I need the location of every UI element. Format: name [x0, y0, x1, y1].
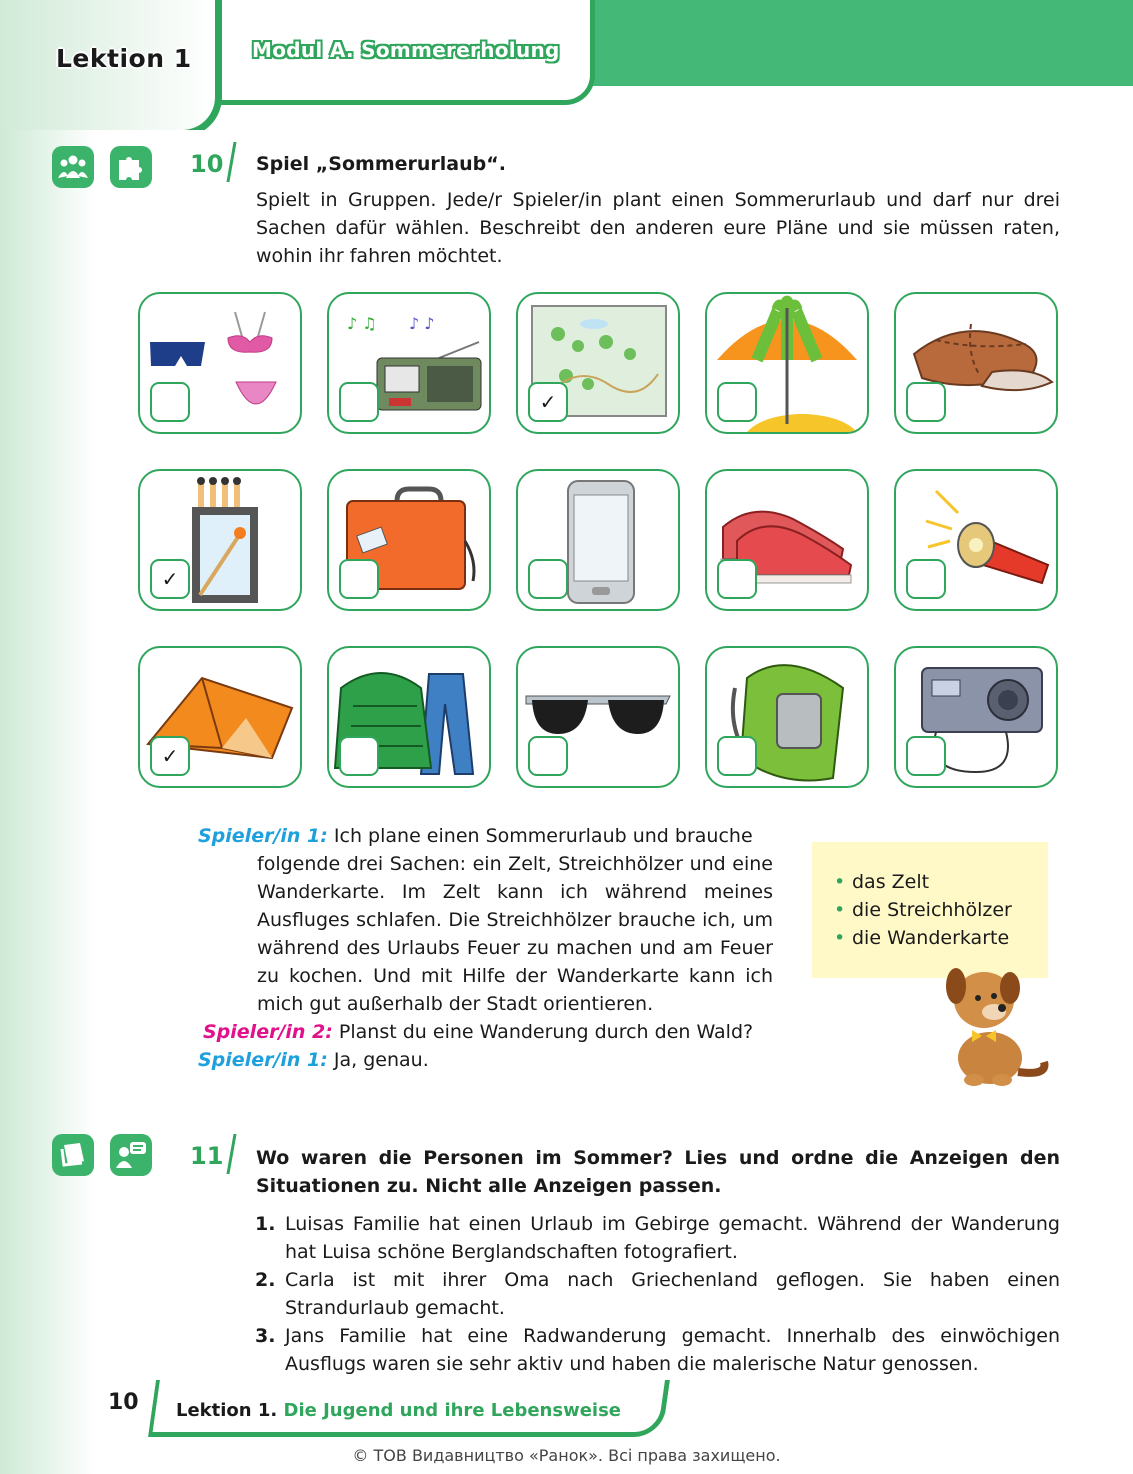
lektion-title: Lektion 1 [56, 44, 192, 73]
card-flashlight[interactable] [894, 469, 1058, 611]
card-checkbox[interactable]: ✓ [150, 559, 190, 599]
card-cap[interactable] [894, 292, 1058, 434]
note-item: • das Zelt [852, 868, 1048, 896]
group-icon [52, 146, 94, 188]
left-gradient-strip [0, 0, 95, 1474]
list-item [255, 1266, 1060, 1322]
dialog-example [198, 822, 773, 1074]
card-checkbox[interactable] [717, 559, 757, 599]
dialog-line-1 [198, 822, 773, 850]
card-matches[interactable] [138, 469, 302, 611]
dialog-line-2-text: Planst du eine Wanderung durch den Wald? [338, 1021, 754, 1043]
footer-title [176, 1400, 621, 1421]
list-item-number: 2. [255, 1269, 276, 1291]
task-11-title: Wo waren die Personen im Sommer? Lies und ordne die Anzeigen den Situationen zu. Nicht alle Anzeigen passen. [256, 1147, 1060, 1197]
speaker-1-label: Spieler/in 1: [198, 825, 328, 847]
card-checkbox[interactable] [906, 736, 946, 776]
list-item-text: Carla ist mit ihrer Oma nach Griechenland geflogen. Sie haben einen Strandurlaub gemacht. [285, 1269, 1060, 1319]
card-backpack[interactable] [705, 646, 869, 788]
dialog-line-2 [198, 1018, 773, 1046]
dialog-line-3-text: Ja, genau. [333, 1049, 429, 1071]
header-green-band [560, 0, 1133, 86]
list-item-text: Jans Familie hat eine Radwanderung gemacht. Innerhalb des einwöchigen Ausflugs waren sie sehr aktiv und haben die malerische Natur genossen. [285, 1325, 1060, 1375]
vocabulary-note [812, 842, 1048, 978]
card-checkbox[interactable]: ✓ [150, 736, 190, 776]
card-checkbox[interactable] [906, 559, 946, 599]
task-10-divider [218, 142, 236, 182]
page-number: 10 [108, 1390, 139, 1415]
list-item-number: 1. [255, 1213, 276, 1235]
list-item-number: 3. [255, 1325, 276, 1347]
copyright-notice: © ТОВ Видавництво «Ранок». Всі права захищено. [352, 1446, 781, 1465]
svg-text:♪ ♫: ♪ ♫ [347, 314, 377, 333]
card-radio[interactable] [327, 292, 491, 434]
footer-chapter-title: Die Jugend und ihre Lebensweise [283, 1400, 622, 1421]
dialog-line-1-continued: folgende drei Sachen: ein Zelt, Streichhölzer und eine Wanderkarte. Im Zelt kann ich während meines Ausfluges schlafen. Die Streichhölzer brauche ich, um während des Urlaubs Feuer zu machen und am Feuer zu kochen. Und mit Hilfe der Wanderkarte kann ich mich gut außerhalb der Stadt orientieren. [257, 853, 773, 1015]
speaker-2-label: Spieler/in 2: [203, 1021, 333, 1043]
card-sunglasses[interactable] [516, 646, 680, 788]
task-11-list [255, 1210, 1060, 1378]
speaker-1-label: Spieler/in 1: [198, 1049, 328, 1071]
card-tent[interactable] [138, 646, 302, 788]
dialog-line-1-start: Ich plane einen Sommerurlaub und brauche [333, 825, 753, 847]
modul-title: Modul A. Sommererholung [252, 38, 560, 62]
note-item: • die Wanderkarte [852, 924, 1048, 952]
card-camera[interactable] [894, 646, 1058, 788]
task-10-title: Spiel „Sommerurlaub“. [256, 153, 506, 175]
task-10-number: 10 [190, 150, 224, 178]
list-item [255, 1210, 1060, 1266]
card-checkbox[interactable] [528, 736, 568, 776]
card-checkbox[interactable] [339, 382, 379, 422]
card-checkbox[interactable] [906, 382, 946, 422]
dialog-line-3 [198, 1046, 773, 1074]
svg-text:♪ ♪: ♪ ♪ [409, 314, 435, 333]
card-checkbox[interactable] [339, 736, 379, 776]
card-jacket-and-jeans[interactable] [327, 646, 491, 788]
card-sneakers[interactable] [705, 469, 869, 611]
page-header [0, 0, 1133, 130]
card-checkbox[interactable] [717, 382, 757, 422]
card-smartphone[interactable] [516, 469, 680, 611]
book-icon [52, 1134, 94, 1176]
list-item [255, 1322, 1060, 1378]
card-beach-umbrella[interactable] [705, 292, 869, 434]
footer-lektion: Lektion 1. [176, 1400, 278, 1421]
note-item: • die Streichhölzer [852, 896, 1048, 924]
card-suitcase[interactable] [327, 469, 491, 611]
puppy-illustration [928, 962, 1052, 1088]
list-item-text: Luisas Familie hat einen Urlaub im Gebirge gemacht. Während der Wanderung hat Luisa schöne Berglandschaften fotografiert. [285, 1213, 1060, 1263]
card-checkbox[interactable] [150, 382, 190, 422]
puzzle-icon [110, 146, 152, 188]
task-11-divider [218, 1134, 236, 1174]
person-speech-icon [110, 1134, 152, 1176]
card-checkbox[interactable] [717, 736, 757, 776]
card-checkbox[interactable] [528, 559, 568, 599]
card-checkbox[interactable]: ✓ [528, 382, 568, 422]
task-10-instructions: Spielt in Gruppen. Jede/r Spieler/in plant einen Sommerurlaub und darf nur drei Sachen dafür wählen. Beschreibt den anderen eure Pläne und sie müssen raten, wohin ihr fahren möchtet. [256, 189, 1060, 267]
card-checkbox[interactable] [339, 559, 379, 599]
card-hiking-map[interactable] [516, 292, 680, 434]
card-swimwear[interactable] [138, 292, 302, 434]
task-11-number: 11 [190, 1142, 224, 1170]
